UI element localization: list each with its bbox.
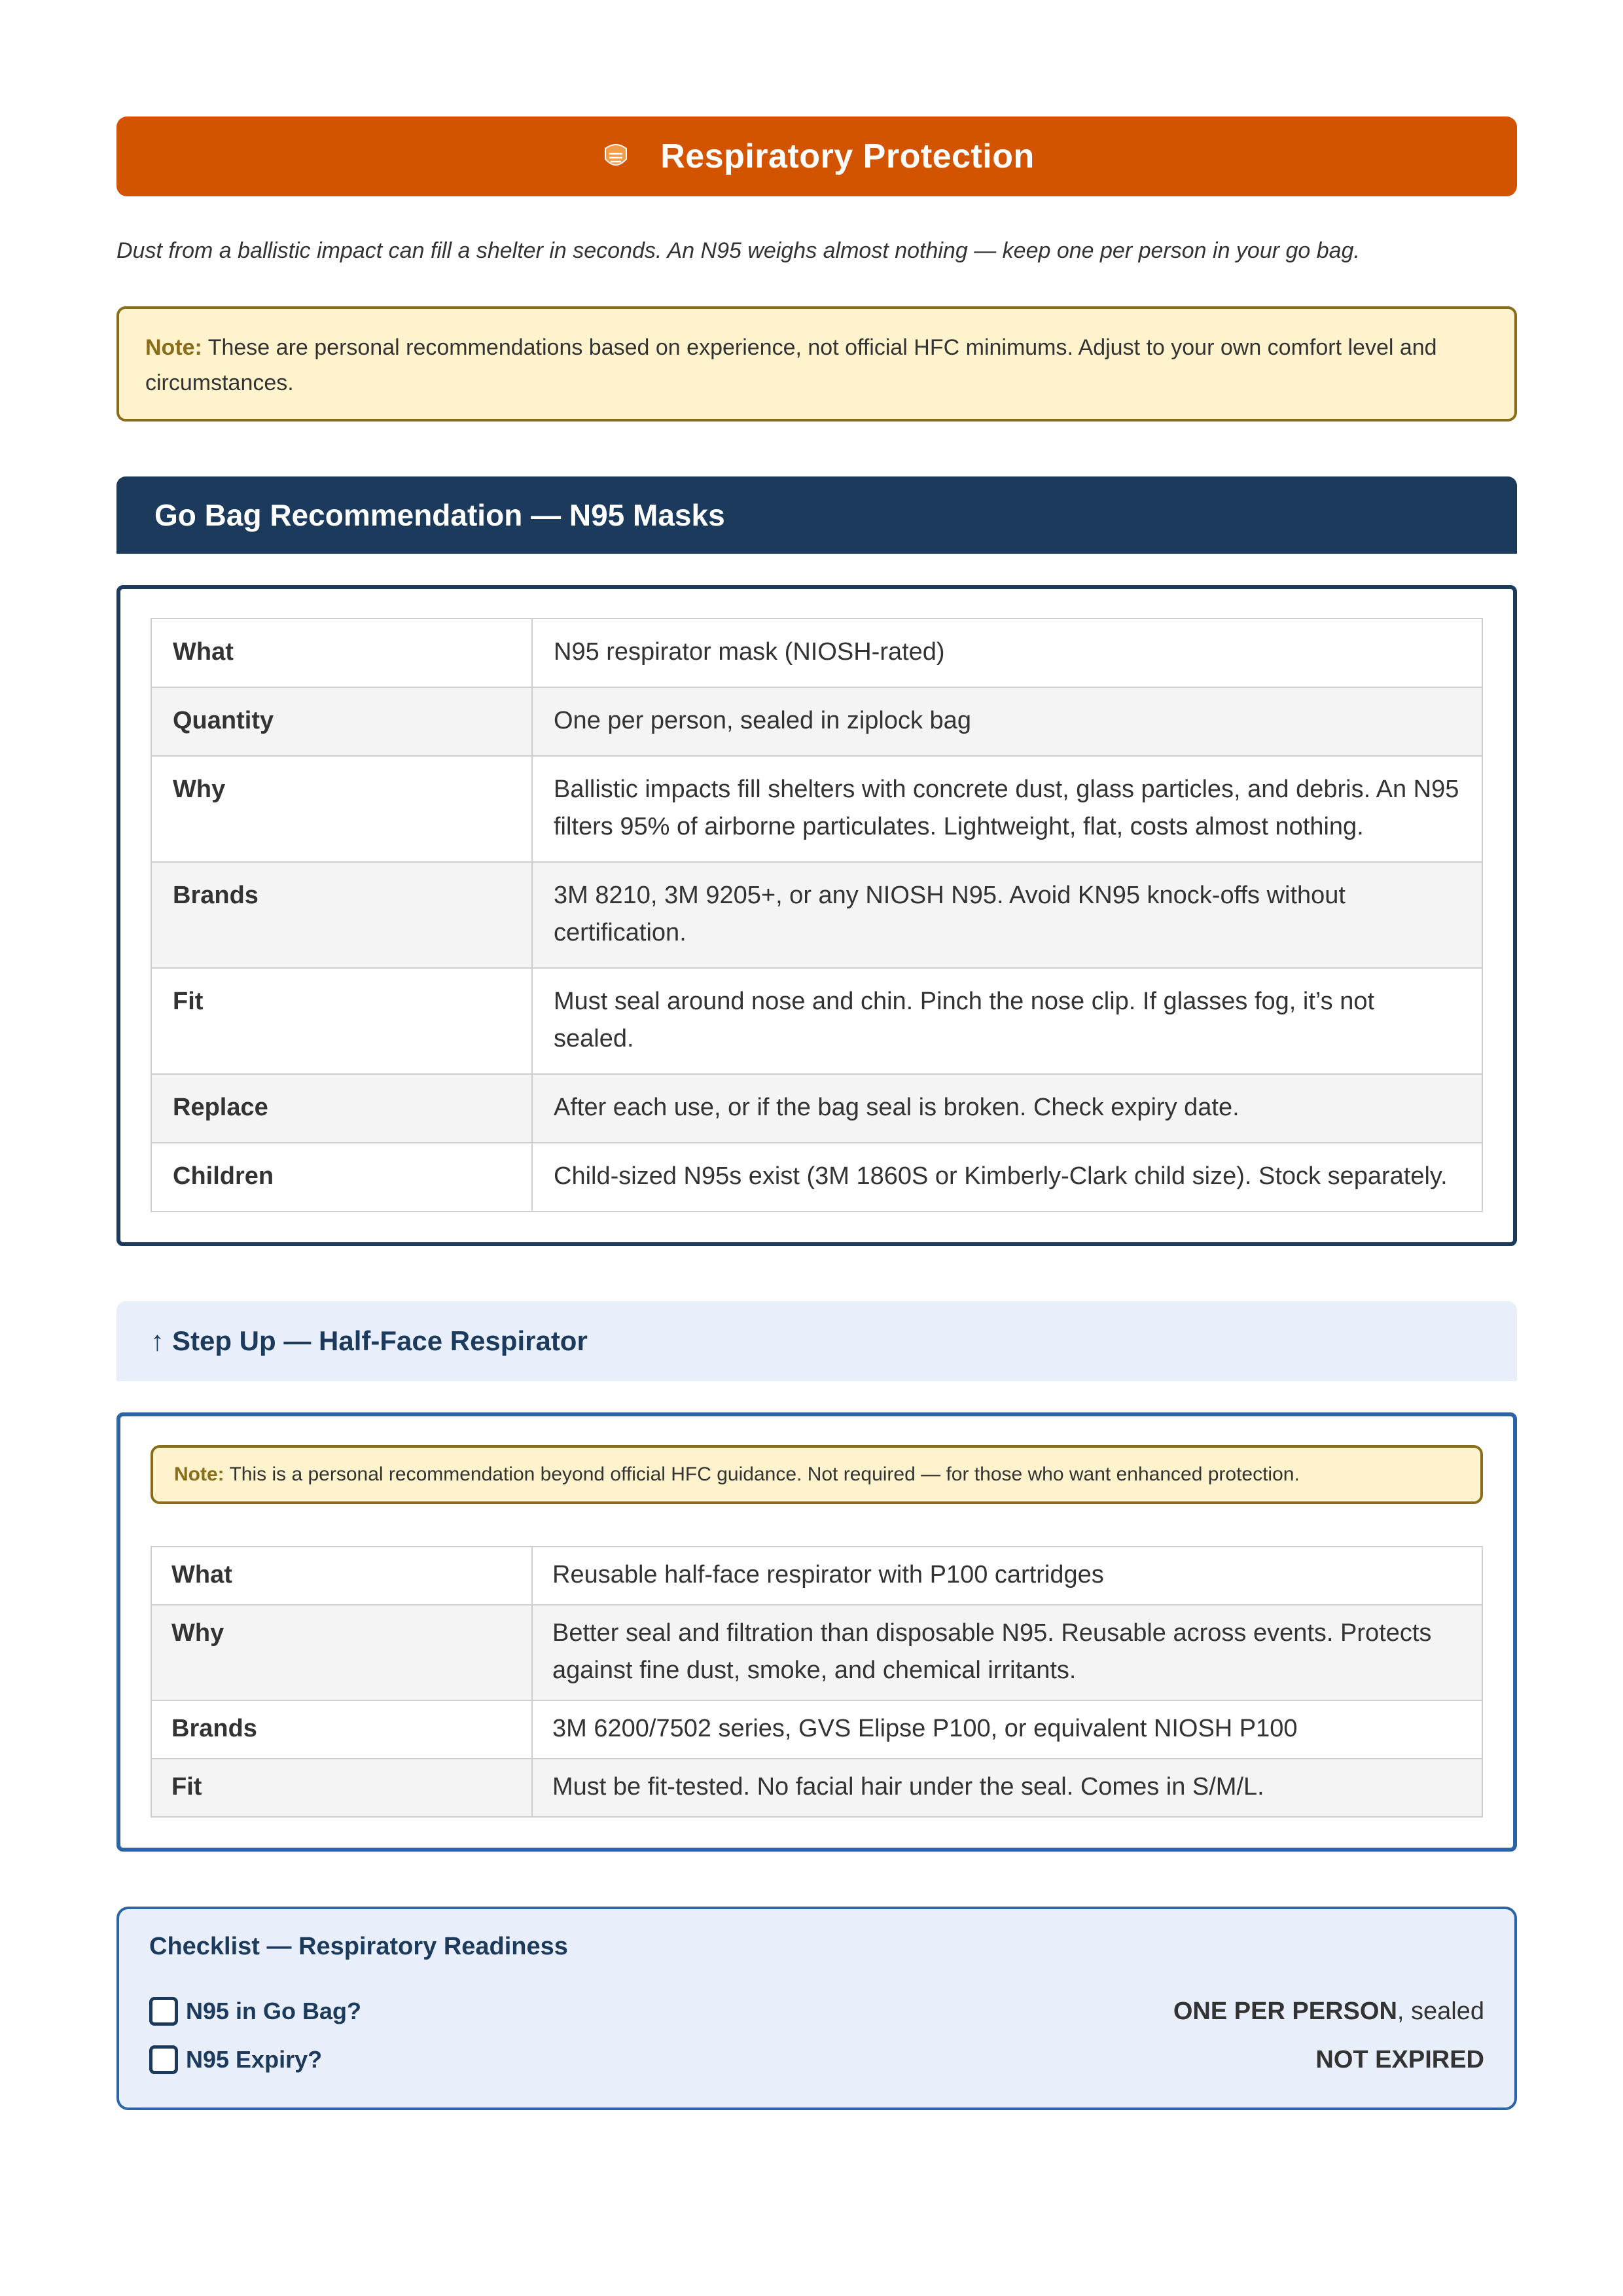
table-row bbox=[151, 687, 1482, 756]
note-text: This is a personal recommendation beyond official HFC guidance. Not required — for those who want enhanced protection. bbox=[224, 1463, 1300, 1485]
note-label: Note: bbox=[145, 335, 202, 360]
checkbox[interactable] bbox=[149, 1997, 178, 2026]
row-key: What bbox=[151, 1547, 532, 1605]
checkbox[interactable] bbox=[149, 2045, 178, 2074]
table-row bbox=[151, 1547, 1482, 1605]
checklist-item-value bbox=[1315, 2046, 1484, 2074]
checklist bbox=[116, 1907, 1517, 2110]
step-up-title: Step Up — Half-Face Respirator bbox=[172, 1325, 588, 1356]
row-value: Reusable half-face respirator with P100 cartridges bbox=[532, 1547, 1482, 1605]
step-up-heading bbox=[116, 1301, 1517, 1381]
step-up-card bbox=[116, 1412, 1517, 1852]
checklist-item bbox=[149, 1987, 1484, 2036]
arrow-up-icon: ↑ bbox=[151, 1325, 164, 1356]
checklist-item-left bbox=[149, 1997, 361, 2026]
intro-text: Dust from a ballistic impact can fill a shelter in seconds. An N95 weighs almost nothing — keep one per person in your go bag. bbox=[116, 238, 1360, 263]
table-row bbox=[151, 968, 1482, 1074]
row-value: Better seal and filtration than disposable N95. Reusable across events. Protects against fine dust, smoke, and chemical irritants. bbox=[532, 1605, 1482, 1700]
value-bold: NOT EXPIRED bbox=[1315, 2045, 1484, 2073]
row-key: Brands bbox=[151, 862, 532, 968]
row-value: Must seal around nose and chin. Pinch the nose clip. If glasses fog, it’s not sealed. bbox=[532, 968, 1482, 1074]
row-key: Quantity bbox=[151, 687, 532, 756]
table-row bbox=[151, 1605, 1482, 1700]
mask-icon bbox=[599, 139, 633, 173]
row-value: One per person, sealed in ziplock bag bbox=[532, 687, 1482, 756]
row-value: 3M 6200/7502 series, GVS Elipse P100, or equivalent NIOSH P100 bbox=[532, 1700, 1482, 1759]
go-bag-card bbox=[116, 585, 1517, 1246]
row-key: Children bbox=[151, 1143, 532, 1211]
note-label: Note: bbox=[174, 1463, 224, 1485]
step-up-table bbox=[151, 1546, 1483, 1818]
table-row bbox=[151, 756, 1482, 862]
table-row bbox=[151, 1700, 1482, 1759]
row-value: N95 respirator mask (NIOSH-rated) bbox=[532, 619, 1482, 687]
table-row bbox=[151, 1074, 1482, 1143]
row-key: Why bbox=[151, 1605, 532, 1700]
checklist-item bbox=[149, 2036, 1484, 2084]
row-key: Why bbox=[151, 756, 532, 862]
row-key: Replace bbox=[151, 1074, 532, 1143]
row-value: Ballistic impacts fill shelters with concrete dust, glass particles, and debris. An N95 filters 95% of airborne particulates. Lightweight, flat, costs almost nothing. bbox=[532, 756, 1482, 862]
checklist-item-label: N95 Expiry? bbox=[186, 2046, 323, 2073]
title-bar bbox=[116, 117, 1517, 196]
checklist-item-left bbox=[149, 2045, 322, 2074]
row-key: Fit bbox=[151, 968, 532, 1074]
row-value: After each use, or if the bag seal is broken. Check expiry date. bbox=[532, 1074, 1482, 1143]
table-row bbox=[151, 619, 1482, 687]
value-rest: , sealed bbox=[1397, 1997, 1484, 2025]
go-bag-heading: Go Bag Recommendation — N95 Masks bbox=[116, 476, 1517, 554]
page bbox=[116, 117, 1517, 2110]
checklist-title: Checklist — Respiratory Readiness bbox=[149, 1933, 568, 1960]
note-box bbox=[116, 306, 1517, 422]
table-row bbox=[151, 1759, 1482, 1817]
go-bag-table bbox=[151, 618, 1483, 1212]
table-row bbox=[151, 862, 1482, 968]
table-row bbox=[151, 1143, 1482, 1211]
row-key: What bbox=[151, 619, 532, 687]
value-bold: ONE PER PERSON bbox=[1173, 1997, 1397, 2025]
row-key: Brands bbox=[151, 1700, 532, 1759]
row-value: 3M 8210, 3M 9205+, or any NIOSH N95. Avoid KN95 knock-offs without certification. bbox=[532, 862, 1482, 968]
note-text: These are personal recommendations based on experience, not official HFC minimums. Adjust to your own comfort level and circumstances. bbox=[145, 335, 1437, 395]
row-value: Must be fit-tested. No facial hair under the seal. Comes in S/M/L. bbox=[532, 1759, 1482, 1817]
page-title: Respiratory Protection bbox=[660, 137, 1035, 175]
row-value: Child-sized N95s exist (3M 1860S or Kimberly-Clark child size). Stock separately. bbox=[532, 1143, 1482, 1211]
step-up-note bbox=[151, 1445, 1483, 1504]
row-key: Fit bbox=[151, 1759, 532, 1817]
checklist-item-value bbox=[1173, 1998, 1484, 2026]
checklist-item-label: N95 in Go Bag? bbox=[186, 1998, 362, 2024]
